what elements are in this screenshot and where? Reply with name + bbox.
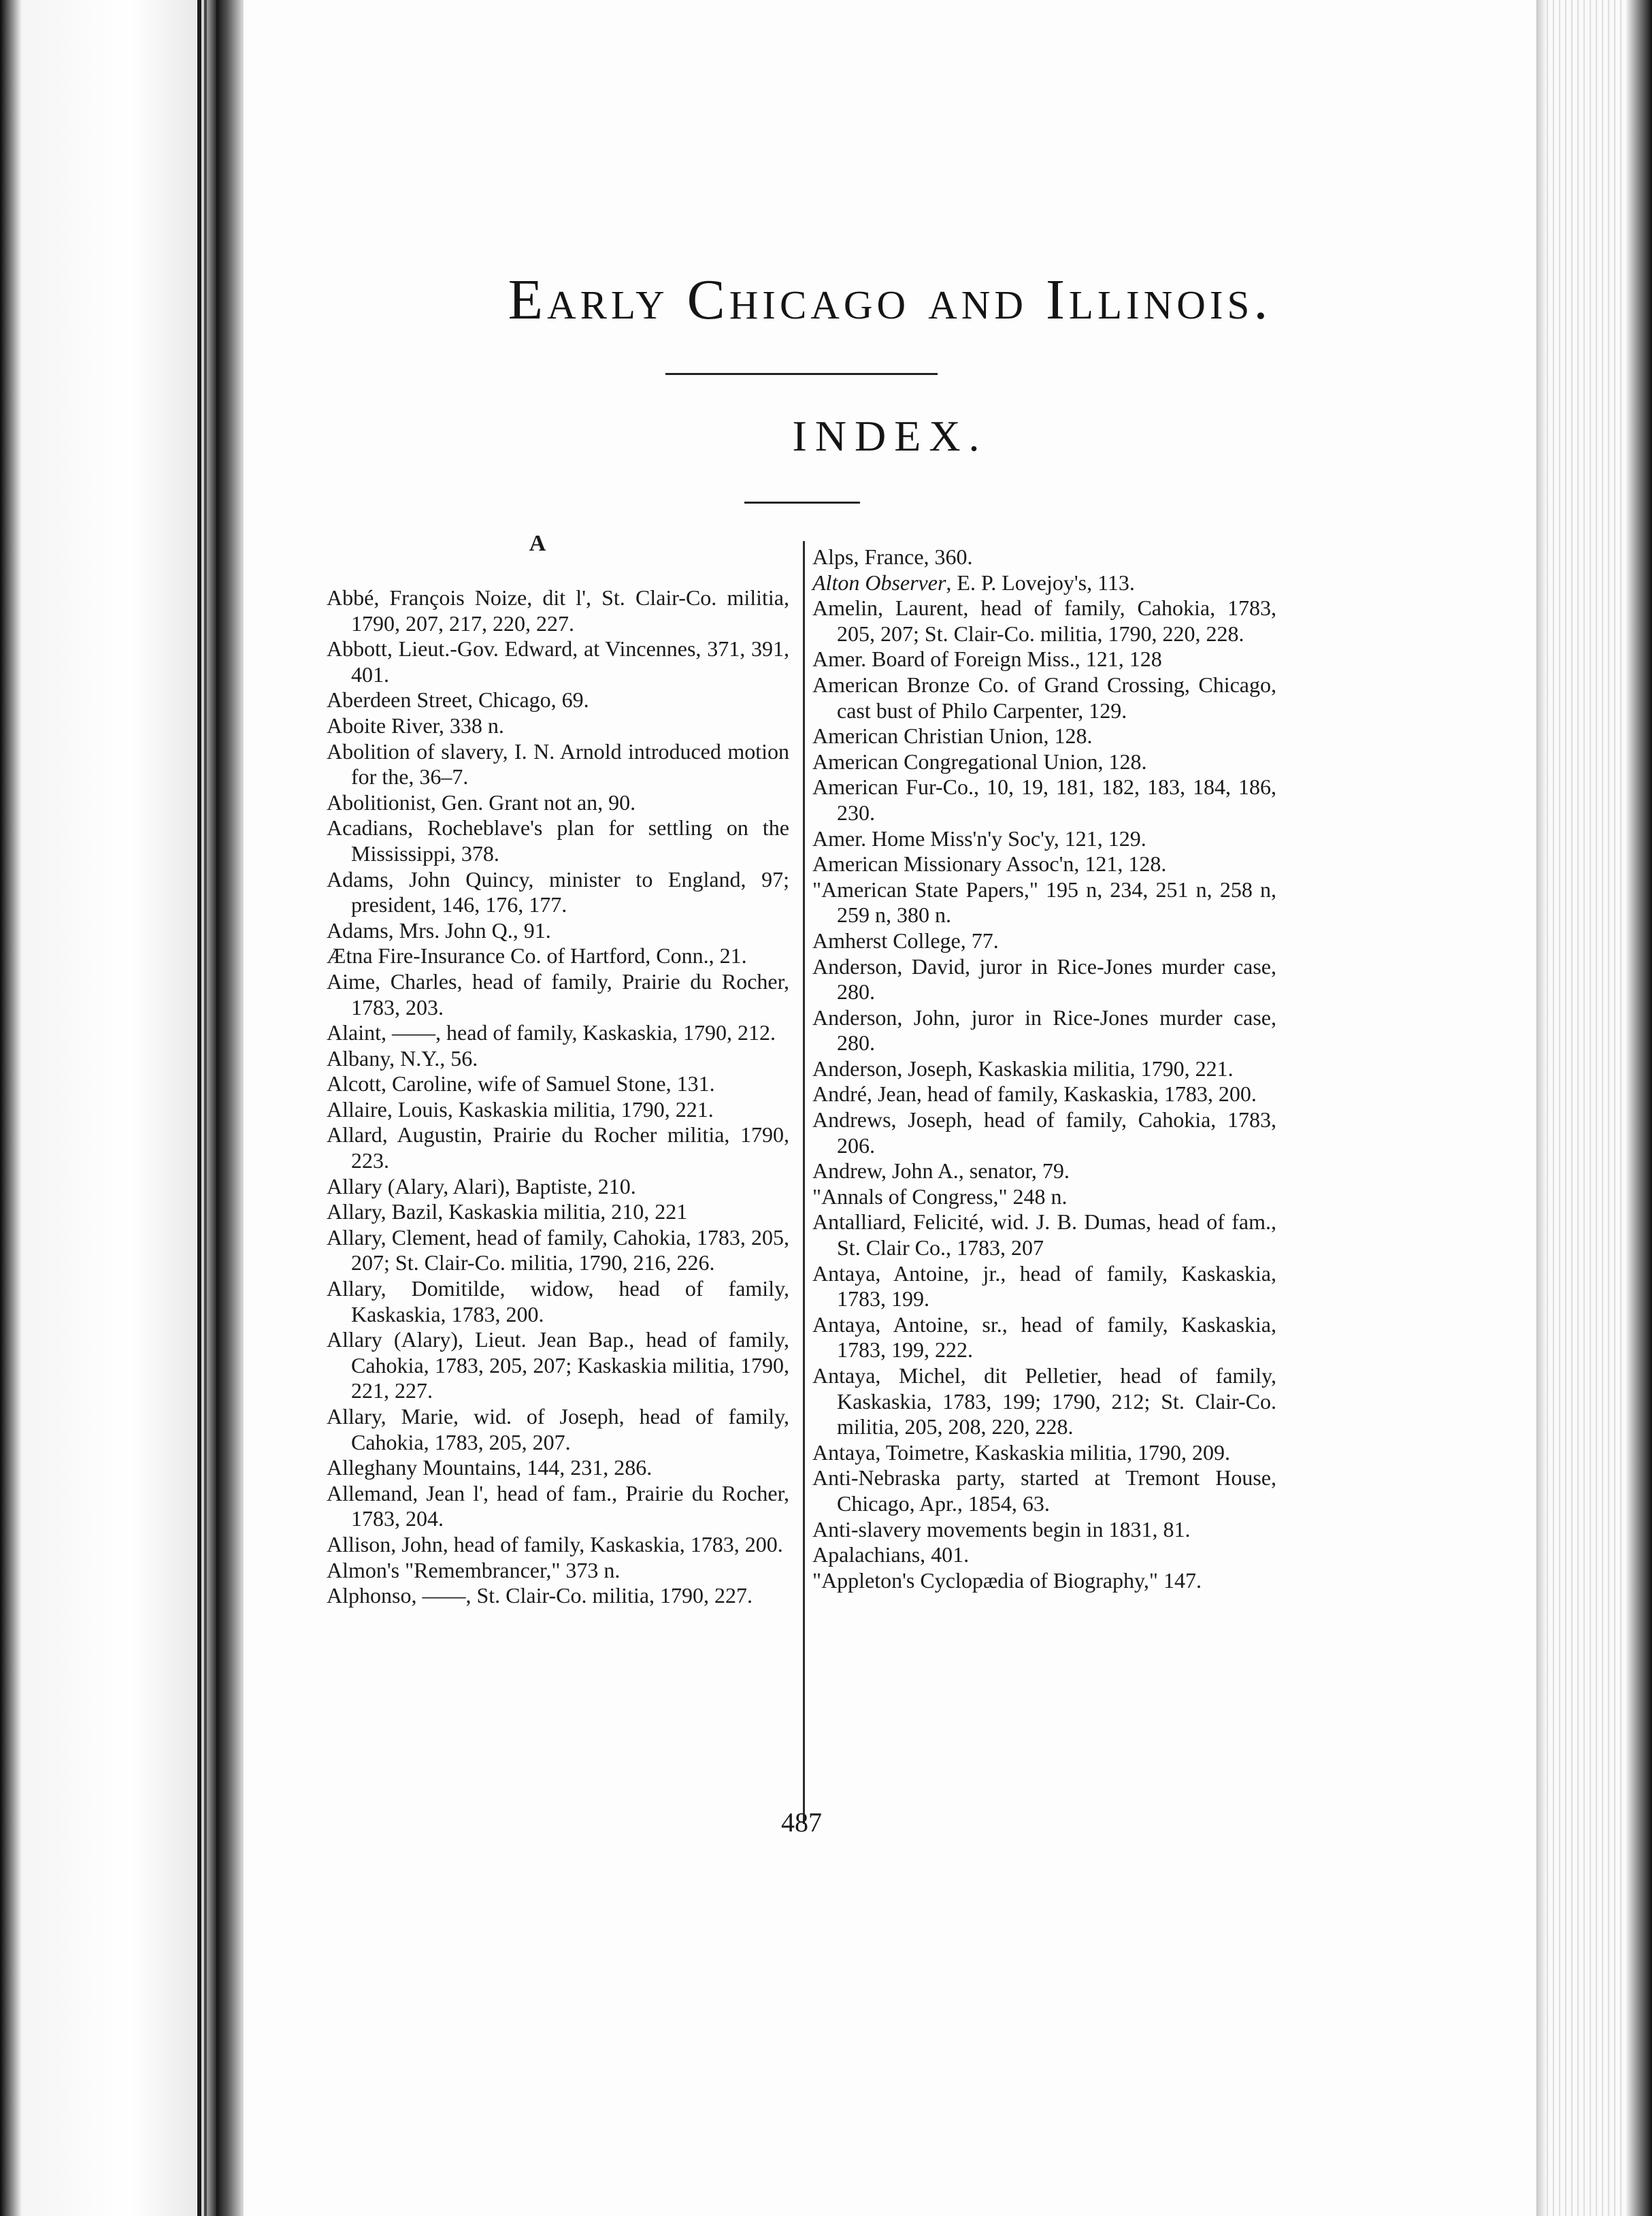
book-gutter	[216, 0, 244, 2216]
index-entry: Anderson, John, juror in Rice-Jones murder case, 280.	[812, 1005, 1276, 1056]
page-edge-dark	[1625, 0, 1652, 2216]
index-entry: Acadians, Rocheblave's plan for settling on the Mississippi, 378.	[327, 815, 789, 866]
index-entry: Allard, Augustin, Prairie du Rocher militia, 1790, 223.	[327, 1122, 789, 1173]
index-entry: Allemand, Jean l', head of fam., Prairie du Rocher, 1783, 204.	[327, 1480, 789, 1531]
index-entry: American Missionary Assoc'n, 121, 128.	[812, 851, 1167, 877]
index-entry: American Christian Union, 128.	[812, 723, 1093, 749]
index-entry: Anderson, David, juror in Rice-Jones murder case, 280.	[812, 954, 1276, 1005]
index-entry: Aboite River, 338 n.	[327, 713, 504, 738]
index-entry: Aime, Charles, head of family, Prairie du Rocher, 1783, 203.	[327, 968, 789, 1020]
index-entry: "American State Papers," 195 n, 234, 251 n, 258 n, 259 n, 380 n.	[812, 877, 1276, 928]
index-entry: Aberdeen Street, Chicago, 69.	[327, 687, 589, 713]
letter-heading: A	[529, 531, 546, 556]
index-column-left	[327, 531, 789, 1609]
entry-text: , E. P. Lovejoy's, 113.	[946, 570, 1135, 595]
index-entry: Apalachians, 401.	[812, 1542, 970, 1567]
book-page	[244, 0, 1536, 2216]
index-entry: Antalliard, Felicité, wid. J. B. Dumas, head of fam., St. Clair Co., 1783, 207	[812, 1209, 1276, 1260]
index-entry: Amer. Home Miss'n'y Soc'y, 121, 129.	[812, 826, 1146, 851]
index-entry: Anderson, Joseph, Kaskaskia militia, 1790, 221.	[812, 1056, 1234, 1081]
index-entry: Adams, John Quincy, minister to England, 97; president, 146, 176, 177.	[327, 866, 789, 917]
index-entry: Antaya, Antoine, sr., head of family, Kaskaskia, 1783, 199, 222.	[812, 1311, 1276, 1363]
index-entry: Anti-slavery movements begin in 1831, 81.	[812, 1516, 1191, 1542]
section-divider	[744, 502, 860, 504]
page-stack-edges	[1536, 0, 1652, 2216]
page-edge-shadow	[1536, 0, 1546, 2216]
index-entry: American Bronze Co. of Grand Crossing, Chicago, cast bust of Philo Carpenter, 129.	[812, 672, 1276, 723]
index-entry: Alphonso, ——, St. Clair-Co. militia, 1790, 227.	[327, 1583, 753, 1608]
index-entry: Allary (Alary, Alari), Baptiste, 210.	[327, 1173, 636, 1199]
index-entry: Alcott, Caroline, wife of Samuel Stone, 131.	[327, 1071, 715, 1096]
index-entry: Allary (Alary), Lieut. Jean Bap., head of family, Cahokia, 1783, 205, 207; Kaskaskia militia, 1790, 221, 227.	[327, 1327, 789, 1403]
index-entry: Alleghany Mountains, 144, 231, 286.	[327, 1455, 652, 1480]
index-entry: Allary, Bazil, Kaskaskia militia, 210, 221	[327, 1199, 688, 1224]
index-entry: Allaire, Louis, Kaskaskia militia, 1790, 221.	[327, 1096, 714, 1122]
page-edge-line	[204, 0, 207, 2216]
index-entry: Antaya, Antoine, jr., head of family, Kaskaskia, 1783, 199.	[812, 1260, 1276, 1311]
index-entry: American Congregational Union, 128.	[812, 749, 1147, 774]
index-entry: Antaya, Toimetre, Kaskaskia militia, 1790, 209.	[812, 1439, 1230, 1465]
index-entry: Abbé, François Noize, dit l', St. Clair-Co. militia, 1790, 207, 217, 220, 227.	[327, 585, 789, 636]
column-divider	[803, 541, 805, 1824]
title-divider	[665, 373, 938, 375]
index-entry: Allison, John, head of family, Kaskaskia, 1783, 200.	[327, 1531, 783, 1557]
page-number: 487	[781, 1807, 822, 1838]
section-title: INDEX.	[792, 412, 988, 460]
index-entry: Antaya, Michel, dit Pelletier, head of family, Kaskaskia, 1783, 199; 1790, 212; St. Clair-Co. militia, 205, 208, 220, 228.	[812, 1363, 1276, 1439]
book-title: Early Chicago and Illinois.	[508, 268, 1272, 331]
index-entry: Alaint, ——, head of family, Kaskaskia, 1790, 212.	[327, 1020, 776, 1045]
page-edge-line	[197, 0, 201, 2216]
index-entry: Allary, Clement, head of family, Cahokia, 1783, 205, 207; St. Clair-Co. militia, 1790, 216, 226.	[327, 1224, 789, 1275]
index-entry: Alps, France, 360.	[812, 544, 973, 569]
index-entry: "Appleton's Cyclopædia of Biography," 147.	[812, 1567, 1202, 1593]
index-entry: Albany, N.Y., 56.	[327, 1045, 478, 1071]
index-entry: Andrew, John A., senator, 79.	[812, 1158, 1070, 1184]
index-column-right	[812, 544, 1276, 1593]
index-entry: André, Jean, head of family, Kaskaskia, 1783, 200.	[812, 1081, 1257, 1107]
index-entry	[812, 570, 1276, 596]
index-entry: Allary, Domitilde, widow, head of family, Kaskaskia, 1783, 200.	[327, 1276, 789, 1326]
index-entry: Amelin, Laurent, head of family, Cahokia, 1783, 205, 207; St. Clair-Co. militia, 1790, 220, 228.	[812, 596, 1276, 646]
index-entry: Anti-Nebraska party, started at Tremont House, Chicago, Apr., 1854, 63.	[812, 1465, 1276, 1516]
index-entry: Almon's "Remembrancer," 373 n.	[327, 1557, 621, 1582]
index-entry: Amer. Board of Foreign Miss., 121, 128	[812, 647, 1162, 672]
index-entry-list	[812, 544, 1276, 570]
previous-page-edge	[0, 0, 216, 2216]
index-entry: Abolition of slavery, I. N. Arnold introduced motion for the, 36–7.	[327, 738, 789, 789]
index-entry: "Annals of Congress," 248 n.	[812, 1184, 1068, 1209]
index-entry: American Fur-Co., 10, 19, 181, 182, 183, 184, 186, 230.	[812, 775, 1276, 825]
index-entry: Allary, Marie, wid. of Joseph, head of family, Cahokia, 1783, 205, 207.	[327, 1404, 789, 1454]
index-entry: Andrews, Joseph, head of family, Cahokia, 1783, 206.	[812, 1107, 1276, 1158]
index-entry: Amherst College, 77.	[812, 928, 999, 953]
index-entry: Abbott, Lieut.-Gov. Edward, at Vincennes, 371, 391, 401.	[327, 636, 789, 687]
index-entry-list	[812, 596, 1276, 1593]
index-entry-list	[327, 585, 789, 1609]
index-entry: Ætna Fire-Insurance Co. of Hartford, Conn., 21.	[327, 943, 747, 968]
italic-title: Alton Observer	[812, 570, 946, 595]
index-entry: Adams, Mrs. John Q., 91.	[327, 917, 551, 943]
index-entry: Abolitionist, Gen. Grant not an, 90.	[327, 789, 636, 815]
